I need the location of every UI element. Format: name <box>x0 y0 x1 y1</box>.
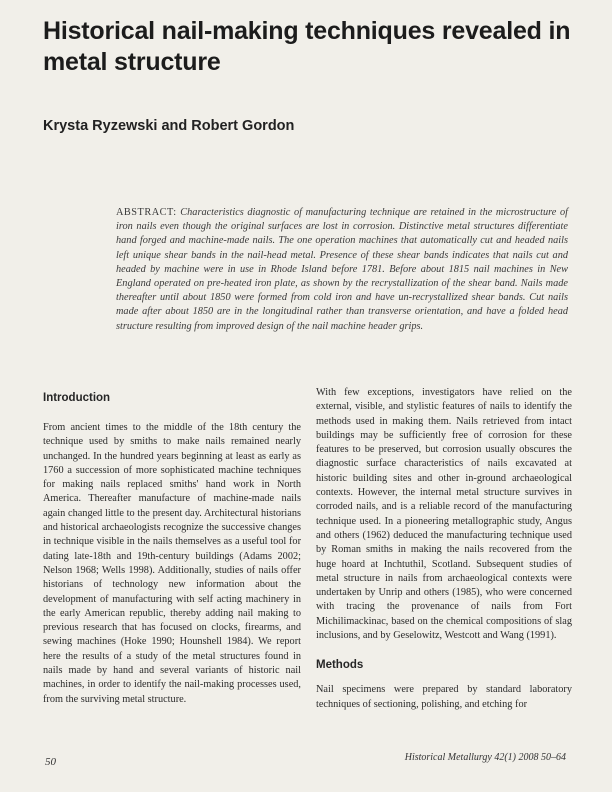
abstract-text: Characteristics diagnostic of manufacturing technique are retained in the microstructure of iron nails even though the original surfaces are lost in corrosion. Distinctive metal structures differentiate hand forged and machine-made nails. The one operation machines that automatically cut and headed nails left unique shear bands in the nail-head metal. Presence of these shear bands indicates that nails cut and headed by machine were in use in Rhode Island before 1781. Before about 1815 nail machines in New England operated on pre-heated iron plate, as shown by the recrystallization of the shear band. Nails made thereafter until about 1850 were formed from cold iron and have un-recrystallized shear bands. Cut nails made after about 1850 are in the longitudinal rather than transverse orientation, and have a folded head structure resulting from improved design of the nail machine header grips. <box>116 207 569 332</box>
introduction-heading: Introduction <box>43 392 111 404</box>
methods-heading: Methods <box>316 659 364 672</box>
left-column <box>43 384 301 707</box>
introduction-paragraph-2: With few exceptions, investigators have relied on the external, visible, and stylistic features of nails to identify the methods used in making them. Nails retrieved from intact buildings may be sufficiently free of corrosion for these features to be preserved, but corrosion usually obscures the diagnostic surface characteristics of nails excavated at historic building sites and other in-ground archaeological contexts. However, the internal metal structure survives in corroded nails, and is a reliable record of the manufacturing technique used. In a pioneering metallographic study, Angus and others (1962) deduced the manufacturing technique used by Roman smiths in making the nails recovered from the huge hoard at Inchtuthil, Scotland. Subsequent studies of metal structure in nails from archaeological contexts were undertaken by Unrip and others (1985), who were concerned with tracing the provenance of nails from Fort Michilimackinac, based on the chemical compositions of slag inclusions, and by Geselowitz, Westcott and Wang (1991). <box>316 387 572 642</box>
page-number: 50 <box>45 756 56 768</box>
abstract <box>116 206 568 334</box>
abstract-label: ABSTRACT: <box>116 207 177 218</box>
methods-paragraph: Nail specimens were prepared by standard laboratory techniques of sectioning, polishing, and etching for <box>316 684 572 710</box>
introduction-paragraph-1: From ancient times to the middle of the 18th century the technique used by smiths to make nails remained nearly unchanged. In the hundred years beginning at least as early as 1760 a succession of more sophisticated machine techniques for making nails replaced smiths' hand work in North America. Thereafter manufacture of machine-made nails again changed little to the present day. Architectural historians and historical archaeologists recognize the successive changes in technique visible in the nails themselves as a useful tool for dating late-18th and 19th-century buildings (Adams 2002; Nelson 1968; Wells 1998). Additionally, studies of nails offer historians of technology new information about the development of manufacturing with self acting machinery in the early American republic, thereby adding nail making to previous research that has focused on clocks, firearms, and sewing machines (Hoke 1990; Hounshell 1984). We report here the results of a study of the metal structures found in nails made by hand and several variants of historic nail machines, in order to identify the nail-making processes used, from the surviving metal structure. <box>43 422 301 705</box>
article-authors: Krysta Ryzewski and Robert Gordon <box>43 118 295 134</box>
journal-citation: Historical Metallurgy 42(1) 2008 50–64 <box>404 752 566 763</box>
right-column <box>316 386 572 712</box>
article-title: Historical nail-making techniques revealed in metal structure <box>43 17 571 76</box>
